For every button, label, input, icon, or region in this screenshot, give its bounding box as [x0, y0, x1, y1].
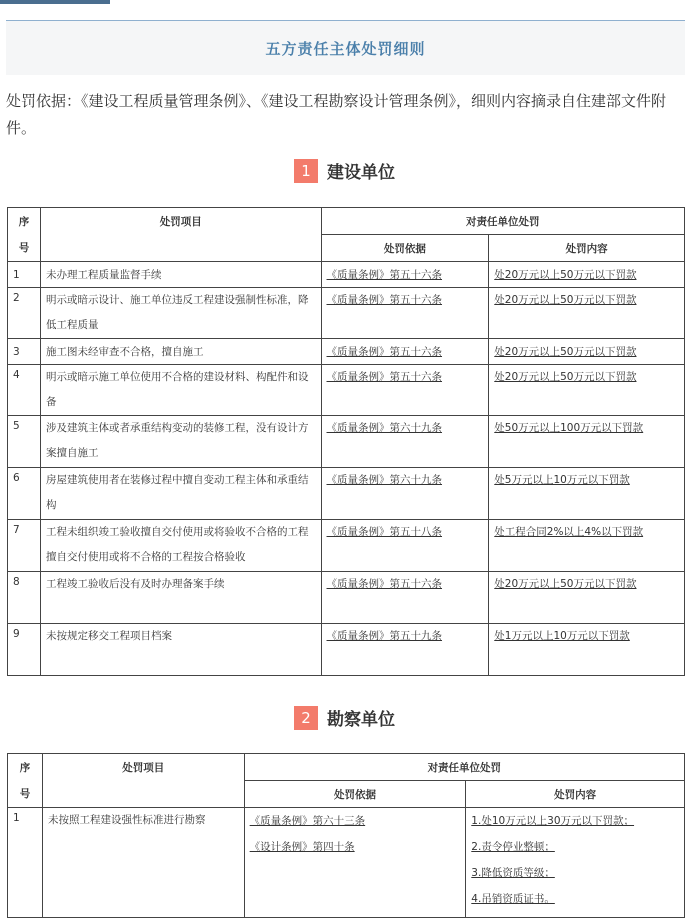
section-heading-survey — [294, 705, 395, 730]
title-banner — [6, 20, 685, 75]
header-seq: 序 号 — [8, 754, 43, 808]
header-basis: 处罚依据 — [244, 781, 466, 808]
section-title: 建设单位 — [327, 163, 395, 183]
header-content: 处罚内容 — [466, 781, 685, 808]
header-basis: 处罚依据 — [321, 235, 489, 262]
section-number-badge: 2 — [294, 706, 318, 730]
page-title: 五方责任主体处罚细则 — [265, 39, 426, 58]
top-accent-rule — [0, 0, 110, 4]
header-penalty: 对责任单位处罚 — [321, 208, 684, 235]
basis-link[interactable]: 《质量条例》第五十八条 — [321, 520, 489, 572]
table-row: 3 施工图未经审查不合格，擅自施工 《质量条例》第五十六条 处20万元以上50万元以下罚款 — [8, 339, 685, 365]
table-row: 5 涉及建筑主体或者承重结构变动的装修工程，没有设计方案擅自施工 《质量条例》第六十九条 处50万元以上100万元以下罚款 — [8, 416, 685, 468]
penalty-table-construction — [7, 207, 685, 676]
header-seq: 序 号 — [8, 208, 41, 262]
section-heading-construction — [294, 158, 395, 183]
header-item: 处罚项目 — [40, 208, 321, 262]
table-row: 2 明示或暗示设计、施工单位违反工程建设强制性标准，降低工程质量 《质量条例》第五十六条 处20万元以上50万元以下罚款 — [8, 288, 685, 339]
content-link[interactable]: 处20万元以上50万元以下罚款 — [489, 339, 685, 365]
content-link[interactable]: 4.吊销资质证书。 — [471, 893, 555, 905]
table-row: 9 未按规定移交工程项目档案 《质量条例》第五十九条 处1万元以上10万元以下罚款 — [8, 624, 685, 676]
intro-paragraph: 处罚依据：《建设工程质量管理条例》、《建设工程勘察设计管理条例》，细则内容摘录自住建部文件附件。 — [6, 92, 667, 137]
table-row: 1 未按照工程建设强性标准进行勘察 《质量条例》第六十三条 《设计条例》第四十条 1.处10万元以上30万元以下罚款； 2.责令停业整顿； 3.降低资质等级； 4.吊销资质证书。 — [8, 808, 685, 918]
section-title: 勘察单位 — [327, 710, 395, 730]
basis-link[interactable]: 《质量条例》第六十九条 — [321, 468, 489, 520]
content-link[interactable]: 处20万元以上50万元以下罚款 — [489, 288, 685, 339]
basis-link[interactable]: 《质量条例》第五十六条 — [321, 262, 489, 288]
basis-link[interactable]: 《质量条例》第五十六条 — [321, 365, 489, 416]
content-link[interactable]: 处工程合同2%以上4%以下罚款 — [489, 520, 685, 572]
table-row: 7 工程未组织竣工验收擅自交付使用或将验收不合格的工程擅自交付使用或将不合格的工程按合格验收 《质量条例》第五十八条 处工程合同2%以上4%以下罚款 — [8, 520, 685, 572]
header-content: 处罚内容 — [489, 235, 685, 262]
header-item: 处罚项目 — [42, 754, 244, 808]
content-link[interactable]: 处50万元以上100万元以下罚款 — [489, 416, 685, 468]
section-number-badge: 1 — [294, 159, 318, 183]
table-row: 8 工程竣工验收后没有及时办理备案手续 《质量条例》第五十六条 处20万元以上50万元以下罚款 — [8, 572, 685, 624]
basis-link[interactable]: 《质量条例》第五十六条 — [321, 288, 489, 339]
content-link[interactable]: 处20万元以上50万元以下罚款 — [489, 262, 685, 288]
content-link[interactable]: 处5万元以上10万元以下罚款 — [489, 468, 685, 520]
content-link[interactable]: 处20万元以上50万元以下罚款 — [489, 365, 685, 416]
content-link[interactable]: 3.降低资质等级； — [471, 867, 555, 879]
basis-link[interactable]: 《质量条例》第六十三条 — [249, 815, 366, 827]
content-link[interactable]: 1.处10万元以上30万元以下罚款； — [471, 815, 635, 827]
table-row: 1 未办理工程质量监督手续 《质量条例》第五十六条 处20万元以上50万元以下罚款 — [8, 262, 685, 288]
basis-link[interactable]: 《质量条例》第五十九条 — [321, 624, 489, 676]
basis-link[interactable]: 《设计条例》第四十条 — [249, 841, 355, 853]
table-row: 4 明示或暗示施工单位使用不合格的建设材料、构配件和设备 《质量条例》第五十六条 处20万元以上50万元以下罚款 — [8, 365, 685, 416]
header-penalty: 对责任单位处罚 — [244, 754, 684, 781]
table-row: 6 房屋建筑使用者在装修过程中擅自变动工程主体和承重结构 《质量条例》第六十九条 处5万元以上10万元以下罚款 — [8, 468, 685, 520]
basis-link[interactable]: 《质量条例》第六十九条 — [321, 416, 489, 468]
basis-link[interactable]: 《质量条例》第五十六条 — [321, 572, 489, 624]
penalty-table-survey — [7, 753, 685, 918]
basis-link[interactable]: 《质量条例》第五十六条 — [321, 339, 489, 365]
content-link[interactable]: 处20万元以上50万元以下罚款 — [489, 572, 685, 624]
content-link[interactable]: 处1万元以上10万元以下罚款 — [489, 624, 685, 676]
content-link[interactable]: 2.责令停业整顿； — [471, 841, 555, 853]
